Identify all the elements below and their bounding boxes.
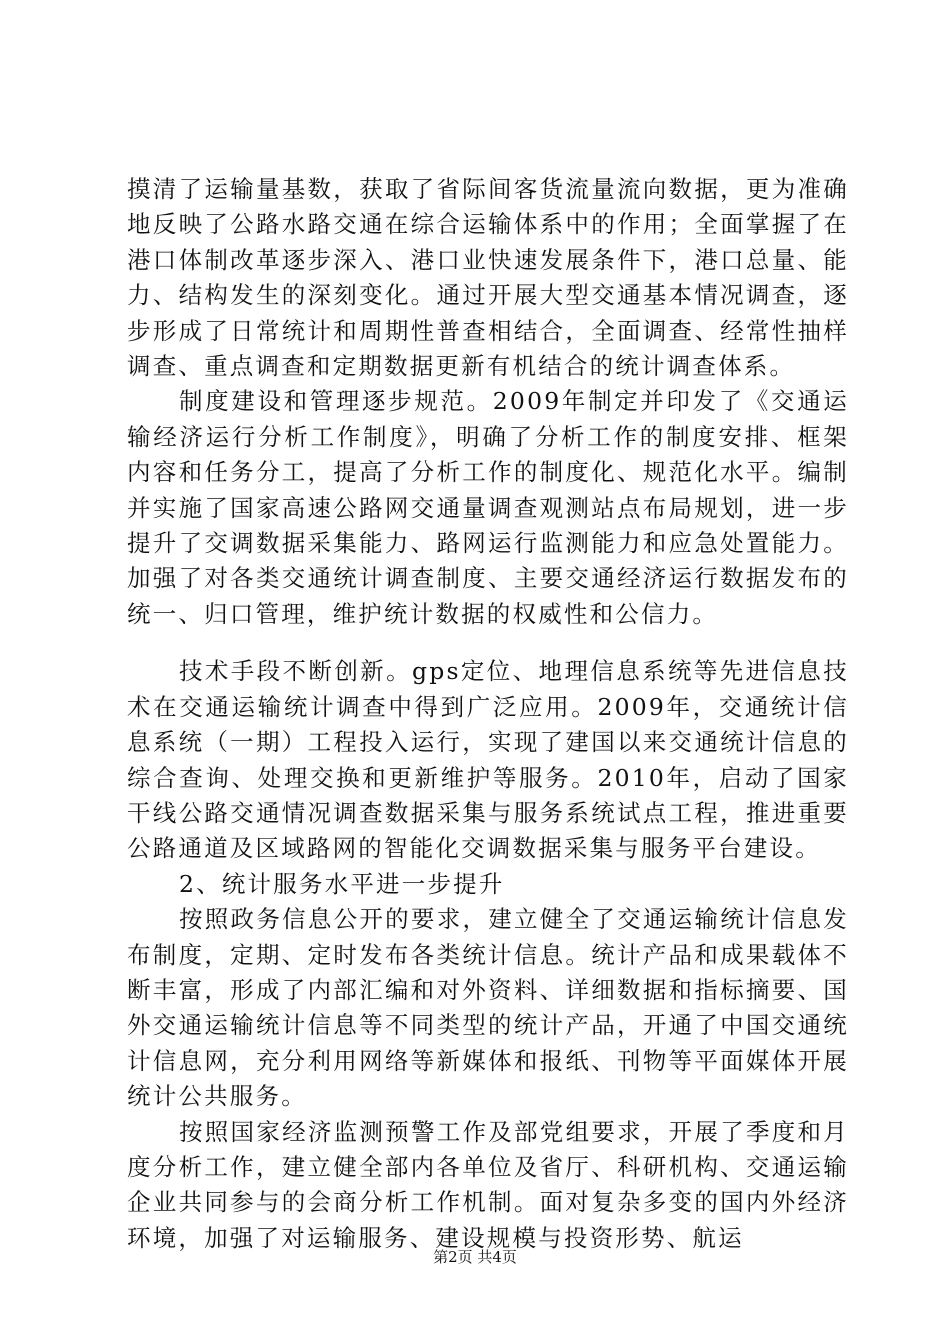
paragraph-information-release: 按照政务信息公开的要求，建立健全了交通运输统计信息发布制度，定期、定时发布各类统计信息。统计产品和成果载体不断丰富，形成了内部汇编和对外资料、详细数据和指标摘要、国外交通运输统计信息等不同类型的统计产品，开通了中国交通统计信息网，充分利用网络等新媒体和报纸、刊物等平面媒体开展统计公共服务。 <box>127 905 849 1111</box>
page-footer: 第2页 共4页 <box>433 1248 517 1266</box>
section-heading-service-level: 2、统计服务水平进一步提升 <box>179 869 505 898</box>
paragraph-system-building: 制度建设和管理逐步规范。2009年制定并印发了《交通运输经济运行分析工作制度》，明确了分析工作的制度安排、框架内容和任务分工，提高了分析工作的制度化、规范化水平。编制并实施了国家高速公路网交通量调查观测站点布局规划，进一步提升了交调数据采集能力、路网运行监测能力和应急处置能力。加强了对各类交通统计调查制度、主要交通经济运行数据发布的统一、归口管理，维护统计数据的权威性和公信力。 <box>127 387 849 628</box>
paragraph-survey-system: 摸清了运输量基数，获取了省际间客货流量流向数据，更为准确地反映了公路水路交通在综合运输体系中的作用；全面掌握了在港口体制改革逐步深入、港口业快速发展条件下，港口总量、能力、结构发生的深刻变化。通过开展大型交通基本情况调查，逐步形成了日常统计和周期性普查相结合，全面调查、经常性抽样调查、重点调查和定期数据更新有机结合的统计调查体系。 <box>127 175 849 381</box>
paragraph-economic-monitoring: 按照国家经济监测预警工作及部党组要求，开展了季度和月度分析工作，建立健全部内各单位及省厅、科研机构、交通运输企业共同参与的会商分析工作机制。面对复杂多变的国内外经济环境，加强了对运输服务、建设规模与投资形势、航运 <box>127 1117 849 1252</box>
paragraph-technology: 技术手段不断创新。gps定位、地理信息系统等先进信息技术在交通运输统计调查中得到广泛应用。2009年，交通统计信息系统（一期）工程投入运行，实现了建国以来交通统计信息的综合查询、处理交换和更新维护等服务。2010年，启动了国家干线公路交通情况调查数据采集与服务系统试点工程，推进重要公路通道及区域路网的智能化交调数据采集与服务平台建设。 <box>127 657 849 863</box>
document-body <box>127 172 849 1256</box>
